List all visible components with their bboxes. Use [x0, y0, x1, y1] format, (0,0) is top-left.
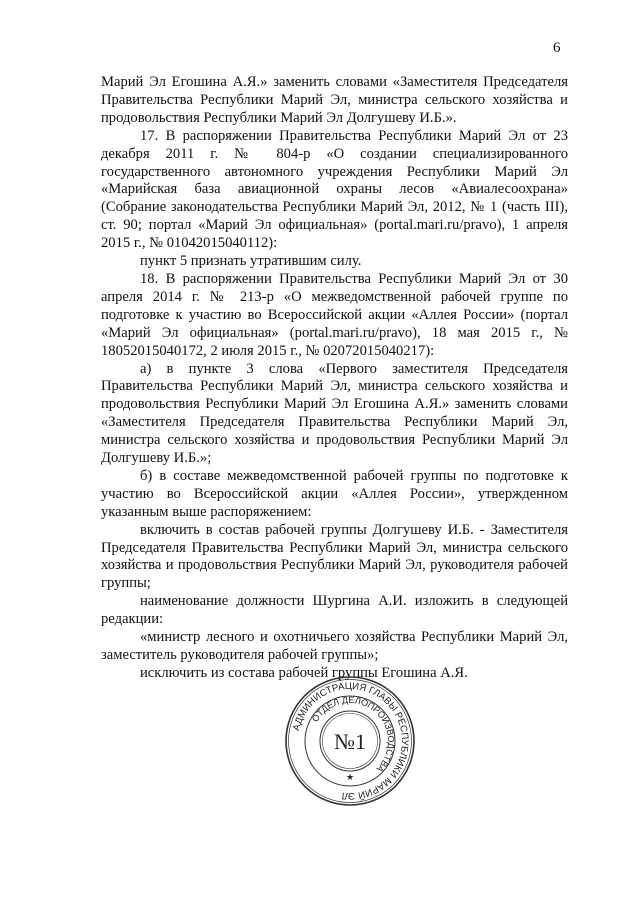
seal-outer-text: АДМИНИСТРАЦИЯ ГЛАВЫ РЕСПУБЛИКИ МАРИЙ ЭЛ — [291, 680, 411, 802]
seal-number: №1 — [334, 729, 366, 754]
seal-graphic — [283, 674, 417, 808]
official-seal — [283, 674, 417, 808]
paragraph: «министр лесного и охотничьего хозяйства Республики Марий Эл, заместитель руководителя рабочей группы»; — [101, 629, 568, 663]
paragraph: наименование должности Шургина А.И. изложить в следующей редакции: — [101, 593, 568, 628]
paragraph: исключить из состава рабочей группы Егошина А.Я. — [140, 664, 468, 681]
paragraph: 18. В распоряжении Правительства Республики Марий Эл от 30 апреля 2014 г. № 213-р «О межведомственной рабочей группе по подготовке к участию во Всероссийской акции «Аллея России» (портал «Марий Эл официальная» (portal.mari.ru/pravo), 18 мая 2015 г., № 18052015040172, 2 июля 2015 г., № 02072015040217): — [101, 270, 568, 359]
paragraph: включить в состав рабочей группы Долгушеву И.Б. - Заместителя Председателя Правительства Республики Марий Эл, министра сельского хозяйства и продовольствия Республики Марий Эл, руководителя рабочей группы; — [101, 521, 568, 592]
paragraph: пункт 5 признать утратившим силу. — [140, 253, 362, 270]
paragraph: б) в составе межведомственной рабочей группы по подготовке к участию во Всероссийской акции «Аллея России», утвержденном указанным выше распоряжением: — [101, 467, 568, 520]
seal-star-icon: ★ — [345, 772, 355, 782]
paragraph: а) в пункте 3 слова «Первого заместителя Председателя Правительства Республики Марий Эл, министра сельского хозяйства и продовольствия Республики Марий Эл Егошина А.Я.» заменить словами «Заместителя Председателя Правительства Республики Марий Эл, министра сельского хозяйства и продовольствия Республики Марий Эл Долгушеву И.Б.»; — [101, 360, 568, 467]
paragraph: 17. В распоряжении Правительства Республики Марий Эл от 23 декабря 2011 г. № 804-р «О создании специализированного государственного автономного учреждения Республики Марий Эл «Марийская база авиационной охраны лесов «Авиалесоохрана» (Собрание законодательства Республики Марий Эл, 2012, № 1 (часть III), ст. 90; портал «Марий Эл официальная» (portal.mari.ru/pravo), 1 апреля 2015 г., № 01042015040112): — [101, 127, 568, 252]
paragraph: Марий Эл Егошина А.Я.» заменить словами «Заместителя Председателя Правительства Республики Марий Эл, министра сельского хозяйства и продовольствия Республики Марий Эл Долгушеву И.Б.». — [101, 74, 568, 126]
page-number: 6 — [553, 40, 561, 56]
seal-inner-text: ОТДЕЛ ДЕЛОПРОИЗВОДСТВА — [309, 694, 397, 775]
document-body — [101, 74, 568, 683]
